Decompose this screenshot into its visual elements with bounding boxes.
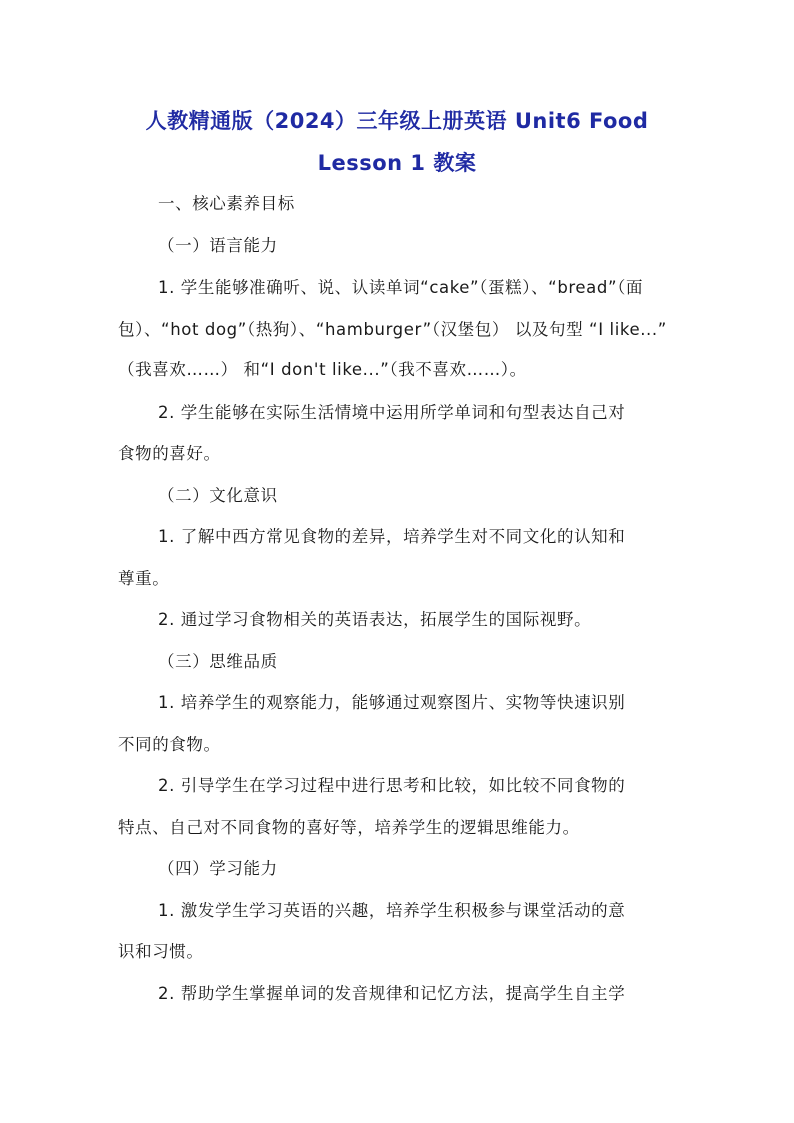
paragraph-line: （我喜欢……） 和“I don't like...”（我不喜欢……）。 [118, 360, 527, 379]
subsection-heading-learning: （四）学习能力 [158, 859, 278, 878]
paragraph-line: 1. 培养学生的观察能力，能够通过观察图片、实物等快速识别 [158, 693, 626, 712]
paragraph-line: 2. 通过学习食物相关的英语表达，拓展学生的国际视野。 [158, 610, 592, 629]
document-title-line1 [0, 105, 794, 135]
paragraph-line: 识和习惯。 [118, 942, 204, 961]
paragraph-line: 特点、自己对不同食物的喜好等，培养学生的逻辑思维能力。 [118, 818, 580, 837]
paragraph-line: 1. 学生能够准确听、说、认读单词“cake”（蛋糕）、“bread”（面 [158, 278, 644, 297]
paragraph-line: 1. 激发学生学习英语的兴趣，培养学生积极参与课堂活动的意 [158, 901, 626, 920]
document-title-line1-text: 人教精通版（2024）三年级上册英语 Unit6 Food [145, 109, 649, 133]
paragraph-line: 2. 帮助学生掌握单词的发音规律和记忆方法，提高学生自主学 [158, 984, 626, 1003]
paragraph-line: 1. 了解中西方常见食物的差异，培养学生对不同文化的认知和 [158, 527, 626, 546]
paragraph-line: 2. 引导学生在学习过程中进行思考和比较，如比较不同食物的 [158, 776, 626, 795]
paragraph-line: 食物的喜好。 [118, 444, 221, 463]
section-heading-core-goals: 一、核心素养目标 [158, 194, 295, 213]
subsection-heading-culture: （二）文化意识 [158, 486, 278, 505]
subsection-heading-thinking: （三）思维品质 [158, 652, 278, 671]
document-title-line2 [0, 147, 794, 177]
paragraph-line: 包）、“hot dog”（热狗）、“hamburger”（汉堡包） 以及句型 “I like...” [118, 320, 667, 339]
paragraph-line: 尊重。 [118, 569, 170, 588]
paragraph-line: 不同的食物。 [118, 735, 221, 754]
subsection-heading-language: （一）语言能力 [158, 236, 278, 255]
paragraph-line: 2. 学生能够在实际生活情境中运用所学单词和句型表达自己对 [158, 403, 626, 422]
document-title-line2-text: Lesson 1 教案 [317, 151, 477, 175]
